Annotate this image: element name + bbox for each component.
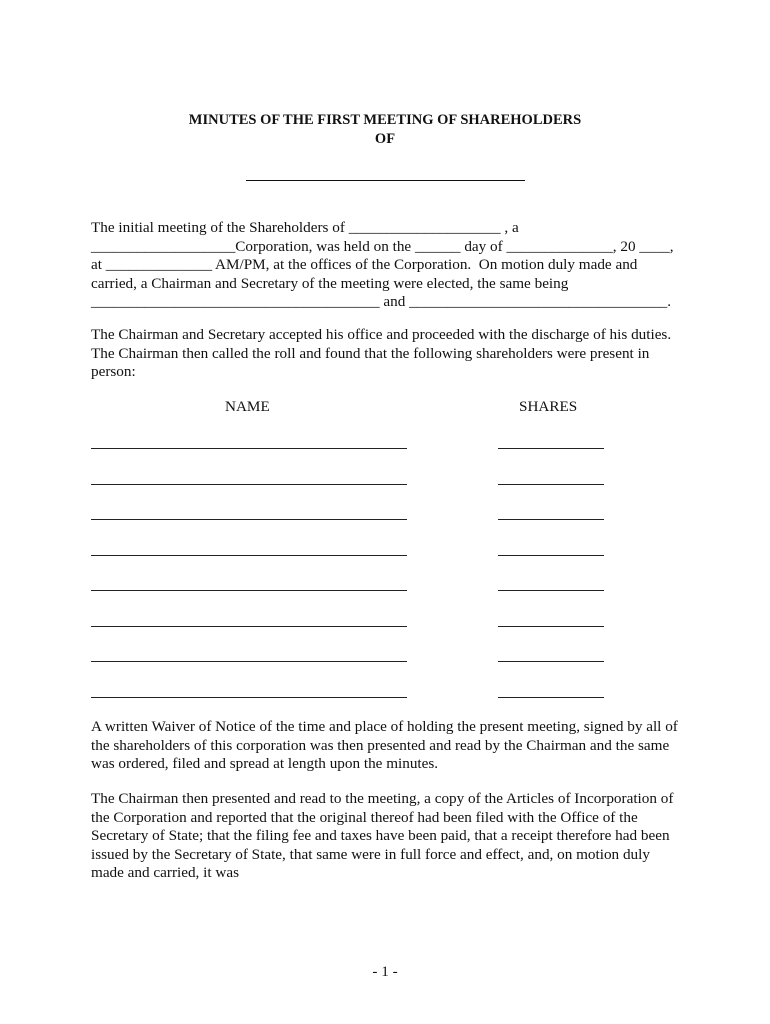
shareholder-name-line[interactable] <box>91 555 407 556</box>
paragraph-line: the Corporation and reported that the original thereof had been filed with the Office of the <box>91 808 638 826</box>
paragraph-line: A written Waiver of Notice of the time and place of holding the present meeting, signed by all of <box>91 718 678 735</box>
page-number: - 1 - <box>372 963 398 980</box>
paragraph-line: The Chairman and Secretary accepted his office and proceeded with the discharge of his duties. <box>91 326 672 343</box>
shareholder-name-line[interactable] <box>91 484 407 485</box>
paragraph-line: made and carried, it was <box>91 864 240 881</box>
paragraph-line: carried, a Chairman and Secretary of the meeting were elected, the same being <box>91 274 569 292</box>
shareholder-shares-line[interactable] <box>498 448 604 449</box>
paragraph-line: Secretary of State; that the filing fee and taxes have been paid, that a receipt therefore had been <box>91 827 670 844</box>
shareholder-name-line[interactable] <box>91 590 407 591</box>
paragraph-line: ___________________Corporation, was held on the ______ day of ______________, 20 ____, <box>91 237 674 255</box>
paragraph-line: ______________________________________ and __________________________________. <box>91 293 672 310</box>
meeting-details-paragraph <box>91 219 691 312</box>
shareholder-shares-line[interactable] <box>498 519 604 520</box>
document-title: MINUTES OF THE FIRST MEETING OF SHAREHOLDERS <box>188 112 582 128</box>
shareholder-name-line[interactable] <box>91 519 407 520</box>
document-title-of: OF <box>374 131 396 147</box>
shares-column-header: SHARES <box>519 398 578 415</box>
paragraph-line: The Chairman then called the roll and found that the following shareholders were present in <box>91 344 650 362</box>
waiver-paragraph <box>91 718 691 774</box>
paragraph-line: issued by the Secretary of State, that same were in full force and effect, and, on motion duly <box>91 845 650 863</box>
shareholder-shares-line[interactable] <box>498 697 604 698</box>
shareholder-shares-line[interactable] <box>498 484 604 485</box>
paragraph-line: The initial meeting of the Shareholders of ____________________ , a <box>91 219 519 236</box>
roll-call-paragraph <box>91 326 691 382</box>
paragraph-line: at ______________ AM/PM, at the offices of the Corporation. On motion duly made and <box>91 256 638 273</box>
name-column-header: NAME <box>225 398 270 415</box>
paragraph-line: was ordered, filed and spread at length upon the minutes. <box>91 755 439 772</box>
paragraph-line: person: <box>91 363 136 380</box>
articles-paragraph <box>91 790 691 883</box>
shareholder-shares-line[interactable] <box>498 590 604 591</box>
corporation-name-blank[interactable] <box>246 180 525 181</box>
shareholder-name-line[interactable] <box>91 661 407 662</box>
shareholder-name-line[interactable] <box>91 697 407 698</box>
shareholder-shares-line[interactable] <box>498 626 604 627</box>
shareholder-shares-line[interactable] <box>498 661 604 662</box>
paragraph-line: The Chairman then presented and read to the meeting, a copy of the Articles of Incorporation of <box>91 790 674 807</box>
shareholder-shares-line[interactable] <box>498 555 604 556</box>
shareholder-name-line[interactable] <box>91 626 407 627</box>
paragraph-line: the shareholders of this corporation was then presented and read by the Chairman and the same <box>91 736 670 754</box>
shareholder-name-line[interactable] <box>91 448 407 449</box>
